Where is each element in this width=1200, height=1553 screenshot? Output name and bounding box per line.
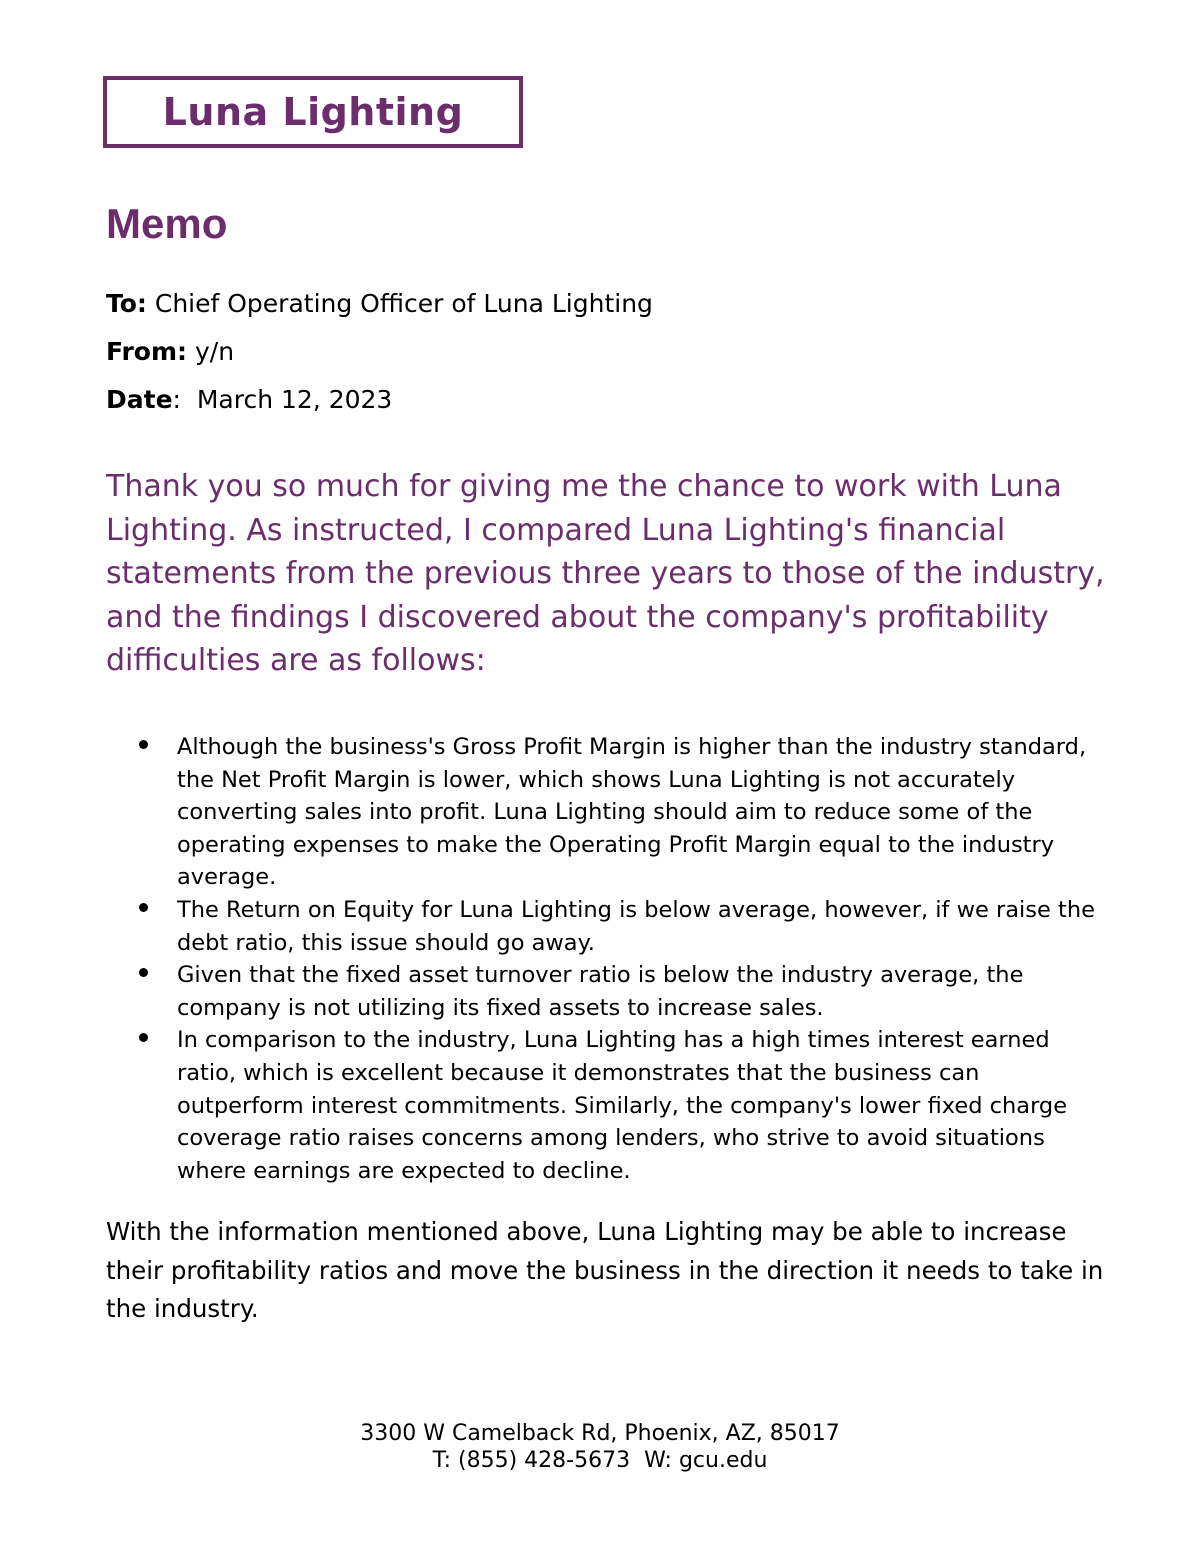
to-line xyxy=(106,289,653,319)
page-title: Memo xyxy=(106,200,228,247)
intro-paragraph: Thank you so much for giving me the chance to work with Luna Lighting. As instructed, I compared Luna Lighting's financial statements from the previous three years to those of the industry, and the findings I discovered about the company's profitability difficulties are as follows: xyxy=(106,469,1105,678)
finding-text: Given that the fixed asset turnover ratio is below the industry average, the company is not utilizing its fixed assets to increase sales. xyxy=(177,962,1024,1021)
footer-address: 3300 W Camelback Rd, Phoenix, AZ, 85017 xyxy=(360,1421,840,1446)
list-item xyxy=(106,959,1106,1024)
findings-list xyxy=(106,731,1106,1187)
closing-paragraph: With the information mentioned above, Luna Lighting may be able to increase their profitability ratios and move the business in the direction it needs to take in the industry. xyxy=(106,1217,1104,1323)
finding-text: The Return on Equity for Luna Lighting is below average, however, if we raise the debt ratio, this issue should go away. xyxy=(177,896,1095,956)
logo-text: Luna Lighting xyxy=(162,90,464,134)
date-value: : March 12, 2023 xyxy=(172,385,393,414)
from-label: From: xyxy=(106,337,188,366)
from-value: y/n xyxy=(194,337,235,366)
to-label: To: xyxy=(106,289,147,318)
bullet-icon xyxy=(139,1033,148,1042)
list-item xyxy=(106,894,1106,959)
date-label: Date xyxy=(106,385,173,414)
list-item xyxy=(106,1024,1106,1187)
bullet-icon xyxy=(139,903,148,912)
bullet-icon xyxy=(139,968,148,977)
to-value: Chief Operating Officer of Luna Lighting xyxy=(154,289,653,318)
logo-box xyxy=(103,76,523,148)
from-line xyxy=(106,337,234,367)
footer xyxy=(0,1420,1200,1474)
list-item xyxy=(106,731,1106,894)
bullet-icon xyxy=(139,740,148,749)
footer-contact: T: (855) 428-5673 W: gcu.edu xyxy=(432,1448,768,1473)
finding-text: Although the business's Gross Profit Margin is higher than the industry standard, the Net Profit Margin is lower, which shows Luna Lighting is not accurately converting sales into profit. Luna Lighting should aim to reduce some of the operating expenses to make the Operating Profit Margin equal to the industry average. xyxy=(177,734,1087,891)
finding-text: In comparison to the industry, Luna Lighting has a high times interest earned ratio, which is excellent because it demonstrates that the business can outperform interest commitments. Similarly, the company's lower fixed charge coverage ratio raises concerns among lenders, who strive to avoid situations where earnings are expected to decline. xyxy=(177,1027,1068,1184)
date-line xyxy=(106,385,392,415)
